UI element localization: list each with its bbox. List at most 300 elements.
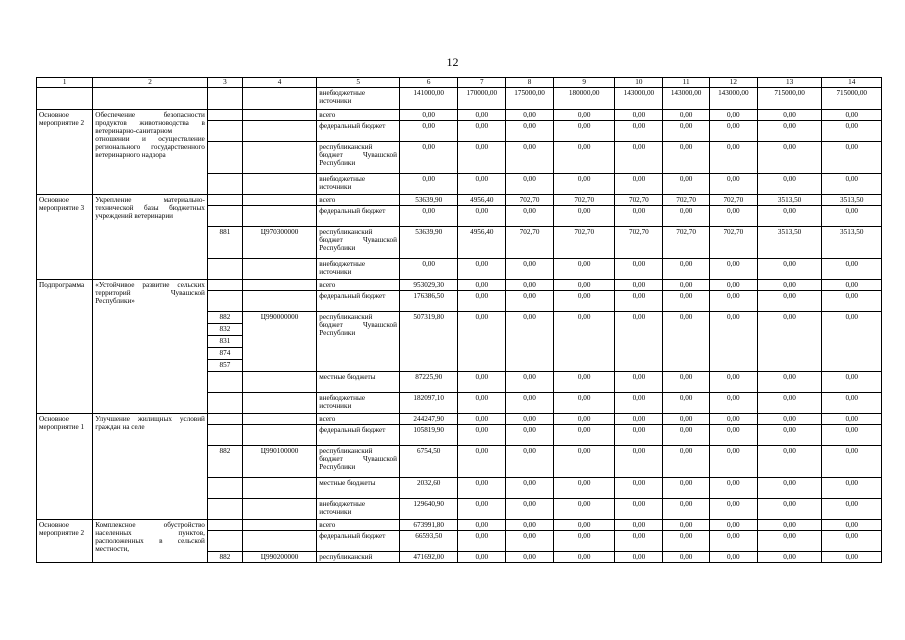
amount-cell: 0,00	[615, 312, 663, 372]
target-code-cell	[242, 121, 316, 142]
amount-cell: 702,70	[553, 227, 615, 259]
table-row	[37, 195, 882, 206]
amount-cell: 0,00	[663, 446, 710, 478]
funding-source-cell: всего	[317, 110, 400, 121]
measure-type-cell	[37, 88, 93, 110]
amount-cell: 0,00	[822, 280, 882, 291]
target-code-cell	[242, 142, 316, 174]
amount-cell: 0,00	[506, 372, 554, 393]
amount-cell: 0,00	[663, 121, 710, 142]
amount-cell: 0,00	[506, 552, 554, 563]
amount-cell: 0,00	[458, 531, 506, 552]
amount-cell: 0,00	[553, 520, 615, 531]
amount-cell: 0,00	[553, 531, 615, 552]
amount-cell: 0,00	[506, 280, 554, 291]
grbs-code-cell	[207, 312, 242, 372]
target-code-cell	[242, 520, 316, 531]
amount-cell: 0,00	[458, 142, 506, 174]
amount-cell: 0,00	[709, 280, 757, 291]
amount-cell: 0,00	[757, 259, 822, 280]
target-code-cell	[242, 88, 316, 110]
amount-cell: 0,00	[553, 552, 615, 563]
amount-cell: 0,00	[663, 280, 710, 291]
amount-cell: 0,00	[663, 110, 710, 121]
amount-cell: 180000,00	[553, 88, 615, 110]
amount-cell: 0,00	[757, 142, 822, 174]
amount-cell: 0,00	[663, 520, 710, 531]
amount-cell: 0,00	[506, 520, 554, 531]
amount-cell: 0,00	[458, 280, 506, 291]
amount-cell: 702,70	[506, 227, 554, 259]
grbs-code-cell	[207, 414, 242, 425]
page-number: 12	[446, 55, 459, 69]
amount-cell: 0,00	[709, 206, 757, 227]
amount-cell: 702,70	[615, 195, 663, 206]
amount-cell: 141000,00	[400, 88, 458, 110]
column-header: 9	[553, 78, 615, 88]
amount-cell: 6754,50	[400, 446, 458, 478]
amount-cell: 0,00	[757, 414, 822, 425]
amount-cell: 0,00	[506, 414, 554, 425]
grbs-code-cell	[207, 142, 242, 174]
amount-cell: 0,00	[553, 259, 615, 280]
grbs-code-cell: 881	[207, 227, 242, 259]
amount-cell: 0,00	[615, 174, 663, 195]
amount-cell: 244247,90	[400, 414, 458, 425]
amount-cell: 0,00	[663, 174, 710, 195]
funding-source-cell: республиканский бюджет Чувашской Республики	[317, 312, 400, 372]
measure-name-cell: Улучшение жилищных условий граждан на селе	[93, 414, 208, 520]
measure-type-cell: Основное мероприятие 2	[37, 110, 93, 195]
column-header: 7	[458, 78, 506, 88]
amount-cell: 0,00	[458, 110, 506, 121]
measure-type-cell: Подпрограмма	[37, 280, 93, 414]
funding-source-cell: федеральный бюджет	[317, 121, 400, 142]
funding-source-cell: федеральный бюджет	[317, 531, 400, 552]
table-row	[37, 414, 882, 425]
amount-cell: 0,00	[458, 446, 506, 478]
amount-cell: 143000,00	[709, 88, 757, 110]
amount-cell: 0,00	[757, 121, 822, 142]
amount-cell: 0,00	[822, 520, 882, 531]
funding-source-cell: внебюджетные источники	[317, 88, 400, 110]
measure-type-cell: Основное мероприятие 3	[37, 195, 93, 280]
amount-cell: 0,00	[458, 552, 506, 563]
amount-cell: 0,00	[506, 393, 554, 414]
amount-cell: 0,00	[506, 499, 554, 520]
amount-cell: 0,00	[709, 110, 757, 121]
amount-cell: 0,00	[757, 206, 822, 227]
amount-cell: 0,00	[709, 446, 757, 478]
grbs-code-cell	[207, 393, 242, 414]
amount-cell: 0,00	[458, 478, 506, 499]
measure-type-cell: Основное мероприятие 2	[37, 520, 93, 563]
amount-cell: 0,00	[663, 478, 710, 499]
amount-cell: 0,00	[757, 425, 822, 446]
amount-cell: 129640,90	[400, 499, 458, 520]
grbs-code-cell	[207, 174, 242, 195]
grbs-code-cell	[207, 372, 242, 393]
grbs-code-cell	[207, 291, 242, 312]
grbs-code-cell	[207, 478, 242, 499]
amount-cell: 0,00	[400, 206, 458, 227]
amount-cell: 0,00	[400, 110, 458, 121]
amount-cell: 3513,50	[822, 227, 882, 259]
target-code-cell: Ц970300000	[242, 227, 316, 259]
amount-cell: 3513,50	[757, 227, 822, 259]
measure-name-cell: «Устойчивое развитие сельских территорий Чувашской Республики»	[93, 280, 208, 414]
funding-source-cell: внебюджетные источники	[317, 393, 400, 414]
amount-cell: 0,00	[458, 393, 506, 414]
amount-cell: 702,70	[709, 195, 757, 206]
amount-cell: 0,00	[615, 425, 663, 446]
amount-cell: 0,00	[615, 291, 663, 312]
grbs-code: 831	[208, 336, 242, 348]
grbs-code-cell	[207, 499, 242, 520]
amount-cell: 0,00	[757, 478, 822, 499]
grbs-code-cell	[207, 259, 242, 280]
amount-cell: 0,00	[615, 393, 663, 414]
measure-name-cell: Обеспечение безопасности продуктов животноводства в ветеринарно-санитарном отношении и осуществление регионального государственного ветеринарного надзора	[93, 110, 208, 195]
amount-cell: 0,00	[757, 312, 822, 372]
amount-cell: 507319,80	[400, 312, 458, 372]
grbs-code: 832	[208, 324, 242, 336]
column-header: 12	[709, 78, 757, 88]
amount-cell: 0,00	[553, 499, 615, 520]
amount-cell: 0,00	[615, 478, 663, 499]
funding-source-cell: федеральный бюджет	[317, 291, 400, 312]
amount-cell: 0,00	[458, 425, 506, 446]
amount-cell: 0,00	[553, 393, 615, 414]
funding-source-cell: внебюджетные источники	[317, 174, 400, 195]
amount-cell: 0,00	[822, 291, 882, 312]
amount-cell: 702,70	[709, 227, 757, 259]
amount-cell: 0,00	[506, 174, 554, 195]
grbs-code-cell: 882	[207, 552, 242, 563]
grbs-code-cell	[207, 531, 242, 552]
amount-cell: 0,00	[822, 446, 882, 478]
target-code-cell	[242, 206, 316, 227]
column-header: 14	[822, 78, 882, 88]
amount-cell: 0,00	[663, 142, 710, 174]
column-header: 10	[615, 78, 663, 88]
amount-cell: 0,00	[822, 478, 882, 499]
amount-cell: 0,00	[822, 393, 882, 414]
grbs-code-cell	[207, 206, 242, 227]
target-code-cell	[242, 531, 316, 552]
amount-cell: 0,00	[506, 425, 554, 446]
amount-cell: 0,00	[506, 110, 554, 121]
funding-source-cell: всего	[317, 520, 400, 531]
amount-cell: 0,00	[615, 372, 663, 393]
amount-cell: 702,70	[615, 227, 663, 259]
amount-cell: 0,00	[663, 414, 710, 425]
grbs-code-cell	[207, 425, 242, 446]
grbs-code-cell	[207, 195, 242, 206]
amount-cell: 0,00	[822, 206, 882, 227]
measure-type-cell: Основное мероприятие 1	[37, 414, 93, 520]
target-code-cell	[242, 110, 316, 121]
grbs-code-cell	[207, 88, 242, 110]
amount-cell: 0,00	[709, 425, 757, 446]
amount-cell: 0,00	[615, 280, 663, 291]
amount-cell: 0,00	[458, 520, 506, 531]
amount-cell: 702,70	[663, 195, 710, 206]
table-row	[37, 520, 882, 531]
funding-source-cell: федеральный бюджет	[317, 206, 400, 227]
amount-cell: 0,00	[663, 552, 710, 563]
amount-cell: 0,00	[553, 280, 615, 291]
amount-cell: 0,00	[757, 393, 822, 414]
amount-cell: 176386,50	[400, 291, 458, 312]
amount-cell: 0,00	[709, 259, 757, 280]
grbs-code: 882	[208, 312, 242, 324]
funding-source-cell: республиканский бюджет Чувашской Республики	[317, 142, 400, 174]
amount-cell: 4956,40	[458, 195, 506, 206]
amount-cell: 702,70	[506, 195, 554, 206]
funding-source-cell: всего	[317, 414, 400, 425]
amount-cell: 0,00	[709, 121, 757, 142]
amount-cell: 0,00	[506, 531, 554, 552]
amount-cell: 0,00	[553, 446, 615, 478]
target-code-cell	[242, 291, 316, 312]
funding-source-cell: федеральный бюджет	[317, 425, 400, 446]
amount-cell: 0,00	[757, 499, 822, 520]
amount-cell: 143000,00	[615, 88, 663, 110]
amount-cell: 0,00	[709, 478, 757, 499]
grbs-code: 874	[208, 348, 242, 360]
amount-cell: 0,00	[458, 372, 506, 393]
grbs-code-cell	[207, 520, 242, 531]
target-code-cell	[242, 499, 316, 520]
amount-cell: 0,00	[822, 372, 882, 393]
measure-name-cell	[93, 88, 208, 110]
amount-cell: 0,00	[400, 142, 458, 174]
target-code-cell	[242, 425, 316, 446]
funding-source-cell: всего	[317, 280, 400, 291]
amount-cell: 0,00	[757, 372, 822, 393]
funding-source-cell: местные бюджеты	[317, 372, 400, 393]
amount-cell: 3513,50	[757, 195, 822, 206]
amount-cell: 0,00	[709, 499, 757, 520]
amount-cell: 0,00	[615, 499, 663, 520]
amount-cell: 0,00	[553, 414, 615, 425]
amount-cell: 0,00	[709, 531, 757, 552]
amount-cell: 66593,50	[400, 531, 458, 552]
amount-cell: 0,00	[709, 393, 757, 414]
amount-cell: 0,00	[663, 312, 710, 372]
target-code-cell: Ц990100000	[242, 446, 316, 478]
amount-cell: 0,00	[615, 142, 663, 174]
amount-cell: 170000,00	[458, 88, 506, 110]
amount-cell: 0,00	[663, 499, 710, 520]
amount-cell: 0,00	[615, 259, 663, 280]
target-code-cell	[242, 195, 316, 206]
target-code-cell: Ц990200000	[242, 552, 316, 563]
amount-cell: 53639,90	[400, 227, 458, 259]
amount-cell: 0,00	[553, 372, 615, 393]
amount-cell: 0,00	[663, 259, 710, 280]
target-code-cell: Ц990000000	[242, 312, 316, 372]
column-header: 11	[663, 78, 710, 88]
funding-source-cell: республиканский бюджет Чувашской Республики	[317, 227, 400, 259]
amount-cell: 0,00	[757, 174, 822, 195]
amount-cell: 3513,50	[822, 195, 882, 206]
amount-cell: 0,00	[553, 142, 615, 174]
amount-cell: 0,00	[822, 312, 882, 372]
amount-cell: 0,00	[757, 280, 822, 291]
target-code-cell	[242, 414, 316, 425]
amount-cell: 0,00	[757, 531, 822, 552]
amount-cell: 0,00	[822, 425, 882, 446]
amount-cell: 0,00	[553, 110, 615, 121]
measure-name-cell: Комплексное обустройство населенных пунктов, расположенных в сельской местности,	[93, 520, 208, 563]
amount-cell: 0,00	[458, 414, 506, 425]
amount-cell: 0,00	[709, 291, 757, 312]
amount-cell: 953029,30	[400, 280, 458, 291]
column-header: 5	[317, 78, 400, 88]
amount-cell: 0,00	[400, 259, 458, 280]
column-header: 6	[400, 78, 458, 88]
column-header: 13	[757, 78, 822, 88]
amount-cell: 0,00	[615, 110, 663, 121]
amount-cell: 0,00	[506, 142, 554, 174]
amount-cell: 0,00	[553, 121, 615, 142]
funding-source-cell: республиканский	[317, 552, 400, 563]
amount-cell: 53639,90	[400, 195, 458, 206]
amount-cell: 0,00	[458, 206, 506, 227]
grbs-code-cell	[207, 110, 242, 121]
amount-cell: 0,00	[553, 206, 615, 227]
amount-cell: 0,00	[615, 531, 663, 552]
amount-cell: 0,00	[458, 259, 506, 280]
funding-source-cell: внебюджетные источники	[317, 259, 400, 280]
measure-name-cell: Укрепление материально-технической базы бюджетных учреждений ветеринарии	[93, 195, 208, 280]
amount-cell: 4956,40	[458, 227, 506, 259]
grbs-code-cell	[207, 280, 242, 291]
target-code-cell	[242, 280, 316, 291]
amount-cell: 0,00	[458, 499, 506, 520]
amount-cell: 0,00	[615, 121, 663, 142]
amount-cell: 0,00	[553, 312, 615, 372]
amount-cell: 143000,00	[663, 88, 710, 110]
amount-cell: 0,00	[757, 291, 822, 312]
amount-cell: 0,00	[822, 414, 882, 425]
amount-cell: 0,00	[757, 110, 822, 121]
amount-cell: 702,70	[663, 227, 710, 259]
amount-cell: 0,00	[822, 110, 882, 121]
amount-cell: 0,00	[709, 142, 757, 174]
amount-cell: 182097,10	[400, 393, 458, 414]
budget-table	[36, 77, 882, 563]
target-code-cell	[242, 372, 316, 393]
funding-source-cell: местные бюджеты	[317, 478, 400, 499]
amount-cell: 0,00	[615, 206, 663, 227]
column-number-row	[37, 78, 882, 88]
column-header: 3	[207, 78, 242, 88]
grbs-code-cell	[207, 121, 242, 142]
amount-cell: 0,00	[663, 291, 710, 312]
amount-cell: 0,00	[822, 531, 882, 552]
amount-cell: 0,00	[553, 425, 615, 446]
amount-cell: 0,00	[663, 425, 710, 446]
amount-cell: 0,00	[506, 259, 554, 280]
amount-cell: 0,00	[615, 446, 663, 478]
table-row	[37, 110, 882, 121]
amount-cell: 0,00	[709, 372, 757, 393]
amount-cell: 0,00	[709, 312, 757, 372]
grbs-code: 857	[219, 361, 231, 370]
amount-cell: 0,00	[553, 478, 615, 499]
amount-cell: 0,00	[458, 291, 506, 312]
table-row	[37, 280, 882, 291]
amount-cell: 0,00	[663, 372, 710, 393]
amount-cell: 0,00	[506, 478, 554, 499]
amount-cell: 0,00	[822, 259, 882, 280]
amount-cell: 0,00	[615, 552, 663, 563]
amount-cell: 0,00	[663, 206, 710, 227]
table-row	[37, 88, 882, 110]
funding-source-cell: всего	[317, 195, 400, 206]
amount-cell: 0,00	[615, 520, 663, 531]
amount-cell: 0,00	[553, 291, 615, 312]
amount-cell: 471692,00	[400, 552, 458, 563]
amount-cell: 702,70	[553, 195, 615, 206]
column-header: 4	[242, 78, 316, 88]
amount-cell: 0,00	[458, 121, 506, 142]
column-header: 1	[37, 78, 93, 88]
amount-cell: 0,00	[553, 174, 615, 195]
funding-source-cell: внебюджетные источники	[317, 499, 400, 520]
column-header: 2	[93, 78, 208, 88]
amount-cell: 0,00	[506, 291, 554, 312]
amount-cell: 0,00	[822, 121, 882, 142]
target-code-cell	[242, 174, 316, 195]
amount-cell: 0,00	[822, 174, 882, 195]
amount-cell: 0,00	[506, 206, 554, 227]
amount-cell: 0,00	[709, 414, 757, 425]
amount-cell: 0,00	[400, 174, 458, 195]
amount-cell: 0,00	[709, 520, 757, 531]
amount-cell: 0,00	[458, 312, 506, 372]
amount-cell: 0,00	[822, 499, 882, 520]
amount-cell: 175000,00	[506, 88, 554, 110]
target-code-cell	[242, 478, 316, 499]
amount-cell: 715000,00	[757, 88, 822, 110]
grbs-code-cell: 882	[207, 446, 242, 478]
amount-cell: 0,00	[757, 552, 822, 563]
amount-cell: 105819,90	[400, 425, 458, 446]
amount-cell: 0,00	[822, 552, 882, 563]
amount-cell: 0,00	[663, 393, 710, 414]
amount-cell: 0,00	[709, 174, 757, 195]
column-header: 8	[506, 78, 554, 88]
amount-cell: 0,00	[757, 446, 822, 478]
amount-cell: 0,00	[458, 174, 506, 195]
amount-cell: 0,00	[663, 531, 710, 552]
amount-cell: 87225,90	[400, 372, 458, 393]
funding-source-cell: республиканский бюджет Чувашской Республики	[317, 446, 400, 478]
amount-cell: 673991,80	[400, 520, 458, 531]
target-code-cell	[242, 393, 316, 414]
amount-cell: 0,00	[709, 552, 757, 563]
amount-cell: 0,00	[757, 520, 822, 531]
amount-cell: 0,00	[506, 121, 554, 142]
target-code-cell	[242, 259, 316, 280]
amount-cell: 0,00	[506, 446, 554, 478]
amount-cell: 0,00	[400, 121, 458, 142]
amount-cell: 0,00	[506, 312, 554, 372]
